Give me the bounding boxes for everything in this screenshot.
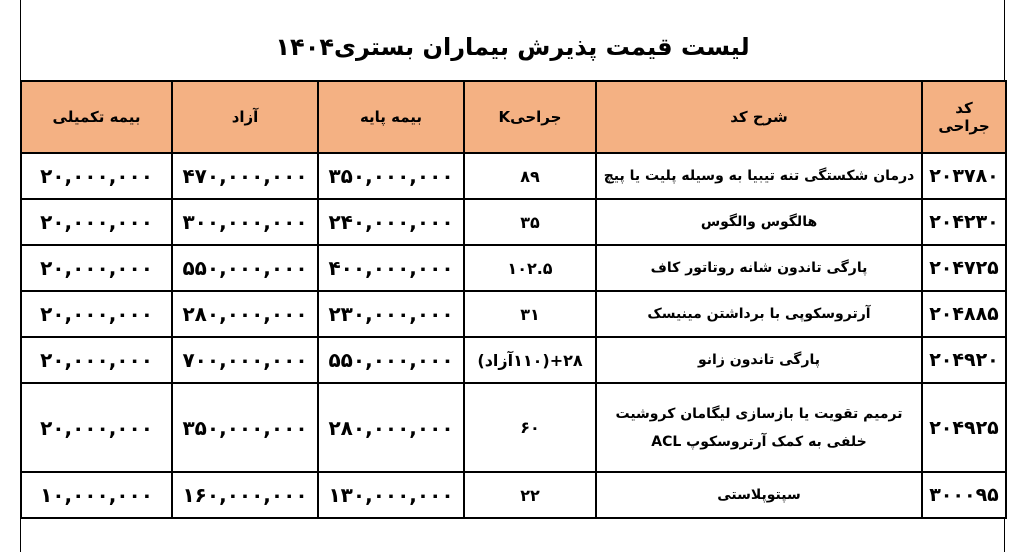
- cell-base-insurance: ۲۳۰,۰۰۰,۰۰۰: [318, 291, 464, 337]
- cell-description: هالگوس والگوس: [596, 199, 922, 245]
- cell-code: ۲۰۴۲۳۰: [922, 199, 1006, 245]
- price-table: [20, 80, 1007, 519]
- cell-description: پارگی تاندون شانه روتاتور کاف: [596, 245, 922, 291]
- cell-free: ۲۸۰,۰۰۰,۰۰۰: [172, 291, 318, 337]
- cell-k: ۲۲: [464, 472, 596, 518]
- cell-supplementary: ۲۰,۰۰۰,۰۰۰: [21, 199, 172, 245]
- cell-description: آرتروسکوپی با برداشتن مینیسک: [596, 291, 922, 337]
- cell-supplementary: ۲۰,۰۰۰,۰۰۰: [21, 245, 172, 291]
- cell-k: ۱۰۲.۵: [464, 245, 596, 291]
- cell-free: ۳۵۰,۰۰۰,۰۰۰: [172, 383, 318, 472]
- cell-k: ۲۸+(۱۱۰آزاد): [464, 337, 596, 383]
- table-row: [21, 291, 1006, 337]
- table-row: [21, 472, 1006, 518]
- cell-supplementary: ۲۰,۰۰۰,۰۰۰: [21, 337, 172, 383]
- cell-free: ۷۰۰,۰۰۰,۰۰۰: [172, 337, 318, 383]
- cell-description: سپتوپلاستی: [596, 472, 922, 518]
- cell-supplementary: ۲۰,۰۰۰,۰۰۰: [21, 153, 172, 199]
- cell-description: ترمیم تقویت یا بازسازی لیگامان کروشیت خلفی به کمک آرتروسکوپ ACL: [596, 383, 922, 472]
- cell-base-insurance: ۲۴۰,۰۰۰,۰۰۰: [318, 199, 464, 245]
- table-row: [21, 199, 1006, 245]
- cell-supplementary: ۲۰,۰۰۰,۰۰۰: [21, 383, 172, 472]
- cell-base-insurance: ۴۰۰,۰۰۰,۰۰۰: [318, 245, 464, 291]
- cell-k: ۳۵: [464, 199, 596, 245]
- cell-k: ۸۹: [464, 153, 596, 199]
- header-k: جراحیK: [464, 81, 596, 153]
- cell-code: ۳۰۰۰۹۵: [922, 472, 1006, 518]
- header-row: [21, 81, 1006, 153]
- cell-k: ۳۱: [464, 291, 596, 337]
- cell-free: ۱۶۰,۰۰۰,۰۰۰: [172, 472, 318, 518]
- cell-supplementary: ۱۰,۰۰۰,۰۰۰: [21, 472, 172, 518]
- cell-base-insurance: ۳۵۰,۰۰۰,۰۰۰: [318, 153, 464, 199]
- header-free: آزاد: [172, 81, 318, 153]
- cell-k: ۶۰: [464, 383, 596, 472]
- header-code: کد جراحی: [922, 81, 1006, 153]
- cell-code: ۲۰۴۹۲۰: [922, 337, 1006, 383]
- cell-supplementary: ۲۰,۰۰۰,۰۰۰: [21, 291, 172, 337]
- cell-description: درمان شکستگی تنه تیبیا به وسیله پلیت یا پیچ: [596, 153, 922, 199]
- table-row: [21, 383, 1006, 472]
- table-row: [21, 245, 1006, 291]
- cell-free: ۴۷۰,۰۰۰,۰۰۰: [172, 153, 318, 199]
- cell-free: ۳۰۰,۰۰۰,۰۰۰: [172, 199, 318, 245]
- header-supplementary: بیمه تکمیلی: [21, 81, 172, 153]
- cell-code: ۲۰۴۷۲۵: [922, 245, 1006, 291]
- page-title: لیست قیمت پذیرش بیماران بستری۱۴۰۴: [275, 33, 750, 61]
- table-row: [21, 337, 1006, 383]
- header-base-insurance: بیمه پایه: [318, 81, 464, 153]
- cell-free: ۵۵۰,۰۰۰,۰۰۰: [172, 245, 318, 291]
- cell-base-insurance: ۵۵۰,۰۰۰,۰۰۰: [318, 337, 464, 383]
- cell-code: ۲۰۴۸۸۵: [922, 291, 1006, 337]
- cell-description: پارگی تاندون زانو: [596, 337, 922, 383]
- header-description: شرح کد: [596, 81, 922, 153]
- cell-code: ۲۰۳۷۸۰: [922, 153, 1006, 199]
- cell-base-insurance: ۲۸۰,۰۰۰,۰۰۰: [318, 383, 464, 472]
- cell-code: ۲۰۴۹۲۵: [922, 383, 1006, 472]
- table-row: [21, 153, 1006, 199]
- cell-base-insurance: ۱۳۰,۰۰۰,۰۰۰: [318, 472, 464, 518]
